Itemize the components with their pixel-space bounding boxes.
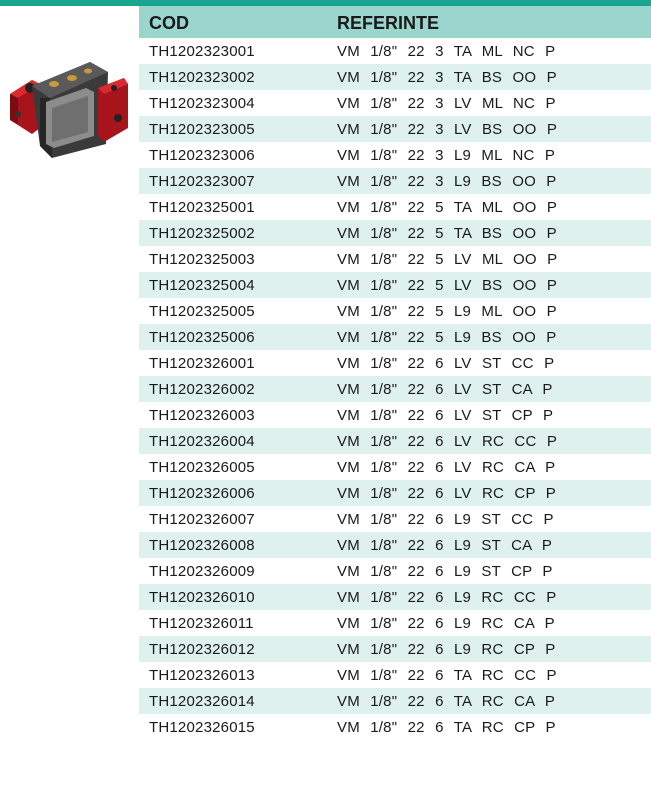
reference-cell: VM 1/8" 22 3 L9 BS OO P	[337, 172, 557, 190]
reference-cell: VM 1/8" 22 6 LV RC CA P	[337, 458, 556, 476]
product-code-cell: TH1202326008	[149, 536, 255, 554]
reference-cell: VM 1/8" 22 5 LV BS OO P	[337, 276, 558, 294]
product-code-cell: TH1202326011	[149, 614, 254, 632]
product-code-cell: TH1202326015	[149, 718, 255, 736]
reference-cell: VM 1/8" 22 3 LV ML NC P	[337, 94, 556, 112]
product-code-cell: TH1202326010	[149, 588, 255, 606]
table-row	[139, 376, 651, 402]
product-code-cell: TH1202326001	[149, 354, 255, 372]
table-row	[139, 64, 651, 90]
table-row	[139, 194, 651, 220]
table-row	[139, 272, 651, 298]
reference-cell: VM 1/8" 22 3 TA ML NC P	[337, 42, 556, 60]
product-code-cell: TH1202325003	[149, 250, 255, 268]
product-code-cell: TH1202326004	[149, 432, 255, 450]
table-row	[139, 506, 651, 532]
table-row	[139, 714, 651, 740]
table-row	[139, 428, 651, 454]
reference-cell: VM 1/8" 22 5 L9 ML OO P	[337, 302, 557, 320]
product-code-cell: TH1202326006	[149, 484, 255, 502]
table-row	[139, 298, 651, 324]
product-code-cell: TH1202323001	[149, 42, 255, 60]
table-row	[139, 584, 651, 610]
product-code-cell: TH1202326005	[149, 458, 255, 476]
table-row	[139, 116, 651, 142]
reference-cell: VM 1/8" 22 5 L9 BS OO P	[337, 328, 557, 346]
product-code-cell: TH1202326012	[149, 640, 255, 658]
reference-cell: VM 1/8" 22 6 LV RC CP P	[337, 484, 556, 502]
product-code-cell: TH1202325005	[149, 302, 255, 320]
reference-cell: VM 1/8" 22 3 TA BS OO P	[337, 68, 557, 86]
reference-cell: VM 1/8" 22 6 LV ST CC P	[337, 354, 555, 372]
product-code-cell: TH1202326009	[149, 562, 255, 580]
table-row	[139, 168, 651, 194]
table-row	[139, 532, 651, 558]
reference-cell: VM 1/8" 22 6 L9 ST CA P	[337, 536, 553, 554]
table-row	[139, 220, 651, 246]
table-header-row	[139, 6, 651, 38]
table-row	[139, 324, 651, 350]
table-row	[139, 402, 651, 428]
table-row	[139, 90, 651, 116]
reference-cell: VM 1/8" 22 6 L9 RC CA P	[337, 614, 555, 632]
reference-cell: VM 1/8" 22 6 L9 RC CP P	[337, 640, 556, 658]
reference-cell: VM 1/8" 22 6 TA RC CP P	[337, 718, 556, 736]
product-code-cell: TH1202326003	[149, 406, 255, 424]
product-code-cell: TH1202323004	[149, 94, 255, 112]
reference-cell: VM 1/8" 22 6 L9 ST CC P	[337, 510, 554, 528]
table-row	[139, 454, 651, 480]
table-row	[139, 610, 651, 636]
reference-cell: VM 1/8" 22 6 L9 ST CP P	[337, 562, 553, 580]
product-code-cell: TH1202323007	[149, 172, 255, 190]
reference-cell: VM 1/8" 22 6 TA RC CA P	[337, 692, 556, 710]
column-header-code: COD	[149, 13, 189, 33]
reference-cell: VM 1/8" 22 6 LV ST CP P	[337, 406, 554, 424]
table-row	[139, 688, 651, 714]
table-row	[139, 480, 651, 506]
product-code-cell: TH1202323002	[149, 68, 255, 86]
product-code-cell: TH1202325004	[149, 276, 255, 294]
table-row	[139, 350, 651, 376]
reference-cell: VM 1/8" 22 6 LV RC CC P	[337, 432, 558, 450]
product-code-cell: TH1202326014	[149, 692, 255, 710]
product-code-cell: TH1202326013	[149, 666, 255, 684]
product-code-cell: TH1202325006	[149, 328, 255, 346]
product-code-cell: TH1202325002	[149, 224, 255, 242]
product-code-cell: TH1202325001	[149, 198, 255, 216]
table-row	[139, 662, 651, 688]
pneumatic-valve-icon	[6, 58, 130, 158]
product-code-table	[139, 6, 651, 740]
table-row	[139, 142, 651, 168]
reference-cell: VM 1/8" 22 6 L9 RC CC P	[337, 588, 557, 606]
reference-cell: VM 1/8" 22 6 LV ST CA P	[337, 380, 553, 398]
reference-cell: VM 1/8" 22 3 LV BS OO P	[337, 120, 558, 138]
table-row	[139, 636, 651, 662]
table-row	[139, 38, 651, 64]
product-code-cell: TH1202326002	[149, 380, 255, 398]
reference-cell: VM 1/8" 22 6 TA RC CC P	[337, 666, 557, 684]
reference-cell: VM 1/8" 22 5 LV ML OO P	[337, 250, 558, 268]
product-code-cell: TH1202323005	[149, 120, 255, 138]
column-header-reference: REFERINTE	[337, 13, 440, 33]
reference-cell: VM 1/8" 22 5 TA BS OO P	[337, 224, 557, 242]
table-row	[139, 246, 651, 272]
reference-cell: VM 1/8" 22 5 TA ML OO P	[337, 198, 558, 216]
reference-cell: VM 1/8" 22 3 L9 ML NC P	[337, 146, 556, 164]
product-code-cell: TH1202323006	[149, 146, 255, 164]
table-row	[139, 558, 651, 584]
product-code-cell: TH1202326007	[149, 510, 255, 528]
